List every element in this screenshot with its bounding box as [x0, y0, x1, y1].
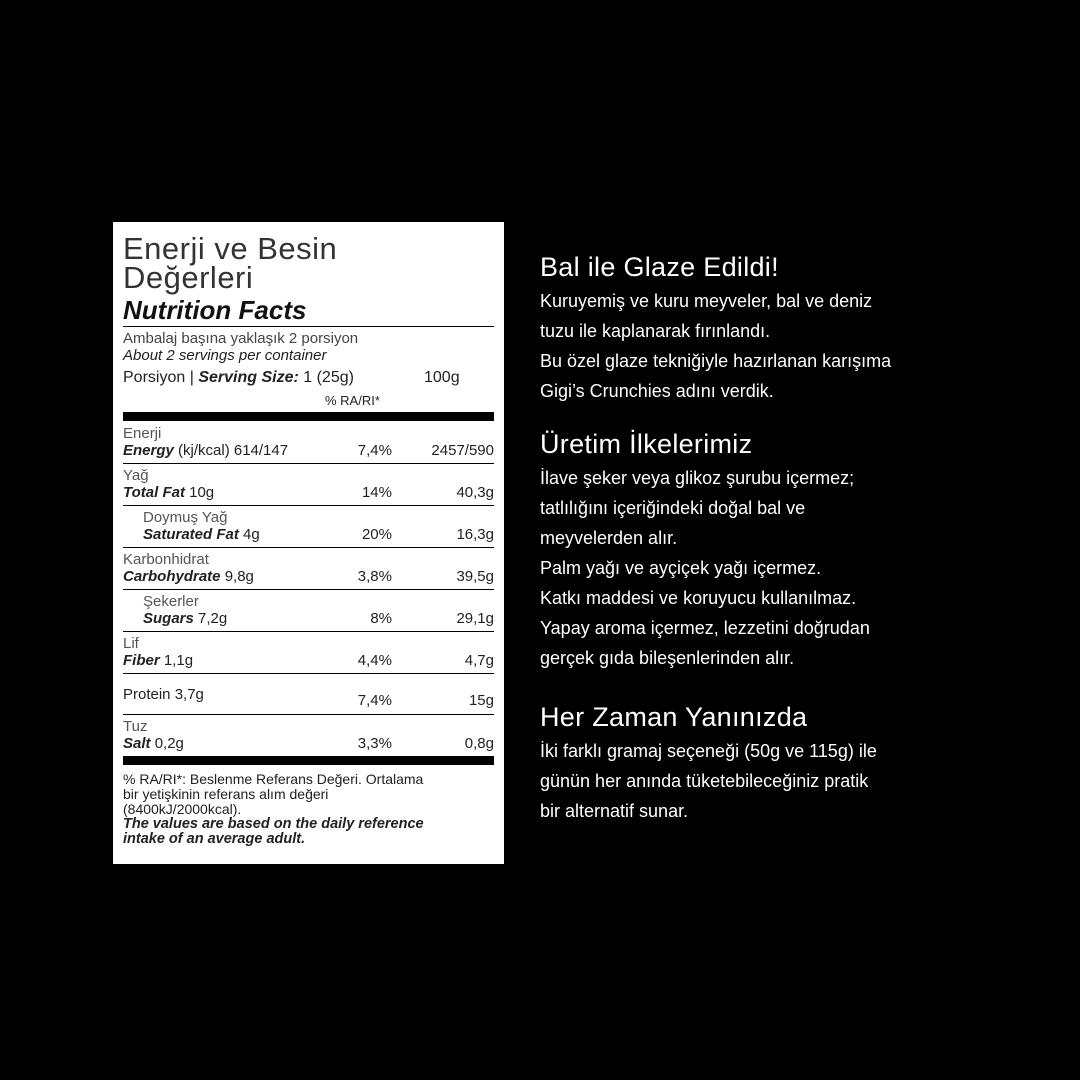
thick-divider — [123, 412, 494, 421]
section-line: Palm yağı ve ayçiçek yağı içermez. — [540, 558, 822, 578]
nutrition-label — [113, 222, 504, 864]
section-line: günün her anında tüketebileceğiniz pratik — [540, 771, 869, 791]
salt-row: Salt 0,2g — [123, 735, 184, 752]
section-principles — [540, 427, 1040, 673]
carb-label-tr: Karbonhidrat — [123, 551, 209, 568]
serving-size: Porsiyon | Serving Size: 1 (25g) — [123, 369, 354, 386]
section-line: gerçek gıda bileşenlerinden alır. — [540, 648, 795, 668]
section-line: Katkı maddesi ve koruyucu kullanılmaz. — [540, 588, 857, 608]
carb-row: Carbohydrate 9,8g — [123, 568, 254, 585]
row-divider — [123, 547, 494, 548]
sugars-ri: 8% — [370, 610, 392, 627]
saturated-fat-label-tr: Doymuş Yağ — [143, 509, 228, 526]
fat-100g: 40,3g — [456, 484, 494, 501]
servings-english: About 2 servings per container — [123, 347, 327, 364]
section-line: meyvelerden alır. — [540, 528, 678, 548]
sugars-row: Sugars 7,2g — [143, 610, 228, 627]
sugars-100g: 29,1g — [456, 610, 494, 627]
carb-ri: 3,8% — [357, 568, 392, 585]
section-line: İlave şeker veya glikoz şurubu içermez; — [540, 468, 855, 488]
section-line: tuzu ile kaplanarak fırınlandı. — [540, 321, 771, 341]
saturated-fat-ri: 20% — [361, 526, 392, 543]
section-line: Gigi’s Crunchies adını verdik. — [540, 381, 774, 401]
energy-100g: 2457/590 — [431, 442, 494, 459]
thick-divider — [123, 756, 494, 765]
fat-row: Total Fat 10g — [123, 484, 215, 501]
salt-label-tr: Tuz — [123, 718, 148, 735]
sugars-label-tr: Şekerler — [143, 593, 199, 610]
fiber-100g: 4,7g — [464, 652, 494, 669]
section-glaze — [540, 250, 1040, 406]
protein-row: Protein 3,7g — [123, 686, 204, 703]
energy-row: Energy (kj/kcal) 614/147 — [123, 442, 289, 459]
footnote: % RA/RI*: Beslenme Referans Değeri. Ortalama bir yetişkinin referans alım değeri (8400kJ/2000kcal). The values are based on the daily reference intake of an average adult. — [123, 771, 424, 847]
section-heading: Bal ile Glaze Edildi! — [540, 252, 779, 282]
energy-label-tr: Enerji — [123, 425, 162, 442]
fiber-row: Fiber 1,1g — [123, 652, 194, 669]
saturated-fat-100g: 16,3g — [456, 526, 494, 543]
fat-label-tr: Yağ — [123, 467, 149, 484]
section-line: tatlılığını içeriğindeki doğal bal ve — [540, 498, 806, 518]
servings-turkish: Ambalaj başına yaklaşık 2 porsiyon — [123, 330, 359, 347]
section-heading: Üretim İlkelerimiz — [540, 429, 753, 459]
energy-ri: 7,4% — [357, 442, 392, 459]
salt-ri: 3,3% — [357, 735, 392, 752]
section-anytime — [540, 700, 1040, 826]
row-divider — [123, 505, 494, 506]
fiber-ri: 4,4% — [357, 652, 392, 669]
label-title-turkish: Enerji ve Besin Değerleri — [123, 231, 338, 295]
row-divider — [123, 673, 494, 674]
section-line: bir alternatif sunar. — [540, 801, 689, 821]
fiber-label-tr: Lif — [123, 635, 139, 652]
section-line: Yapay aroma içermez, lezzetini doğrudan — [540, 618, 870, 638]
column-header-100g: 100g — [424, 369, 460, 386]
label-title-english: Nutrition Facts — [123, 295, 307, 325]
row-divider — [123, 463, 494, 464]
fat-ri: 14% — [361, 484, 392, 501]
row-divider — [123, 589, 494, 590]
section-heading: Her Zaman Yanınızda — [540, 702, 808, 732]
row-divider — [123, 631, 494, 632]
protein-100g: 15g — [468, 692, 494, 709]
row-divider — [123, 714, 494, 715]
salt-100g: 0,8g — [464, 735, 494, 752]
section-line: İki farklı gramaj seçeneği (50g ve 115g) ile — [540, 741, 877, 761]
section-line: Kuruyemiş ve kuru meyveler, bal ve deniz — [540, 291, 873, 311]
column-header-ri: % RA/RI* — [325, 393, 380, 408]
section-line: Bu özel glaze tekniğiyle hazırlanan karışıma — [540, 351, 892, 371]
carb-100g: 39,5g — [456, 568, 494, 585]
saturated-fat-row: Saturated Fat 4g — [143, 526, 260, 543]
protein-ri: 7,4% — [357, 692, 392, 709]
divider — [123, 326, 494, 327]
